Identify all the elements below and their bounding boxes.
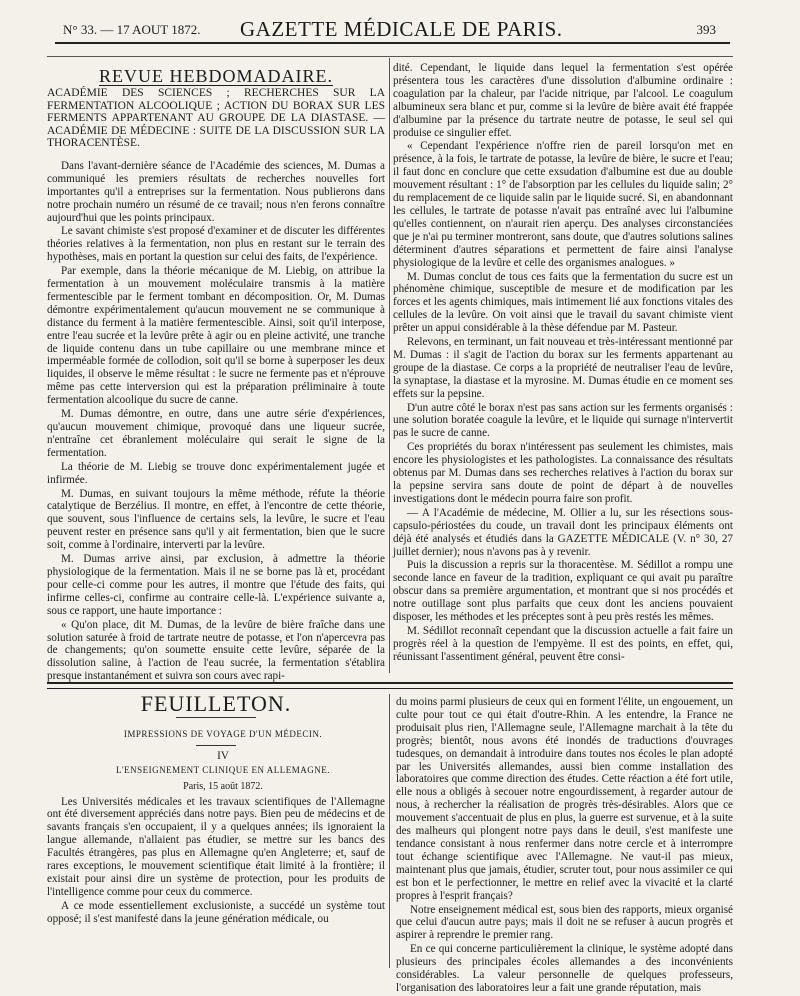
- issue-number: N° 33. — 17 AOUT 1872.: [63, 22, 201, 37]
- paragraph: Relevons, en terminant, un fait nouveau et très-intéressant mentionné par M. Dumas : il s'agit de l'action du borax sur les ferments appartenant au groupe de la diastase. Ce corps a la propriété de neutraliser l'eau de levûre, la synaptase, la diastase et la myrosine. M. Dumas étudie en ce moment ses effets sur la pepsine.: [393, 336, 733, 400]
- newspaper-title: GAZETTE MÉDICALE DE PARIS.: [240, 17, 563, 41]
- feuilleton-left-column: [47, 691, 385, 927]
- section-divider: [47, 682, 733, 689]
- revue-left-paragraphs: [47, 160, 385, 683]
- paragraph: En ce qui concerne particulièrement la clinique, le système adopté dans plusieurs des principales écoles allemandes a des inconvénients considérables. La valeur personnelle de quelques professeurs, l'organisation des laboratoires leur a fait une grande réputation, mais: [396, 943, 733, 994]
- paragraph: « Qu'on place, dit M. Dumas, de la levûre de bière fraîche dans une solution saturée à froid de tartrate neutre de potasse, et l'on n'apercevra pas de changements; qu'on soumette ensuite cette levûre, séparée de la dissolution saline, à l'action de l'eau sucrée, la fermentation s'établira presque instantanément et suivra son cours avec rapi-: [47, 618, 385, 683]
- paragraph: — A l'Académie de médecine, M. Ollier a lu, sur les résections sous-capsulo-périostées du coude, un travail dont les principaux éléments ont déjà été analysés et étudiés dans la GAZETTE MÉDICALE (V. n° 30, 27 juillet dernier); nous n'avons pas à y revenir.: [393, 506, 733, 558]
- paragraph: M. Sédillot reconnaît cependant que la discussion actuelle a fait faire un progrès réel à la question de l'empyème. Il est des points, en effet, qui, réunissant l'assentiment général, peuvent être consi-: [393, 624, 733, 663]
- feuilleton-heading: IMPRESSIONS DE VOYAGE D'UN MÉDECIN.: [123, 728, 323, 739]
- feuilleton-heading-rule: [196, 745, 236, 746]
- paragraph: Les Universités médicales et les travaux scientifiques de l'Allemagne ont été diversement appréciés dans notre pays. Bien peu de médecins et de savants français s'en occupaient, il y a quelques années; ils ignoraient la langue allemande, n'allaient pas étudier, se mettre sur les bancs des Facultés étrangères, pas plus en Allemagne qu'en Angleterre; et, sauf de rares exceptions, le mouvement scientifique était limité à la frontière; il existait pour ainsi dire un système de protection, pour les produits de l'intelligence comme pour ceux du commerce.: [47, 795, 385, 898]
- paragraph: La théorie de M. Liebig se trouve donc expérimentalement jugée et infirmée.: [47, 460, 385, 486]
- feuilleton-right-column: [396, 696, 733, 996]
- page-number: 393: [696, 22, 716, 37]
- paragraph: Le savant chimiste s'est proposé d'examiner et de discuter les différentes théories relatives à la fermentation, non plus en restant sur le terrain des hypothèses, mais en portant la question sur celui des faits, de l'expérience.: [47, 225, 385, 264]
- feuilleton-title: FEUILLETON.: [140, 691, 292, 716]
- paragraph: Puis la discussion a repris sur la thoracentèse. M. Sédillot a rompu une seconde lance en faveur de la tradition, expliquant ce qui avait pu paraître obscur dans sa première argumentation, et montrant que si nos procédés et notre outillage sont plus parfaits que ceux dont les anciens pouvaient disposer, les méthodes et les préceptes sont à peu près restés les mêmes.: [393, 559, 733, 624]
- paragraph: « Cependant l'expérience n'offre rien de pareil lorsqu'on met en présence, à la fois, le tartrate de potasse, la levûre de bière, le sucre et l'eau; il faut donc en conclure que cette exsudation d'albumine est due au double mouvement résultant : 1° de l'absorption par les cellules du liquide salin; 2° du remplacement de ce liquide salin par le liquide sucré. Si, en abandonnant les cellules, le tartrate de potasse n'avait pas entraîné avec lui l'albumine qu'elles contiennent, on n'aurait rien aperçu. Des analyses circonstanciées que je n'ai pu terminer montreront, sans doute, que d'autres solutions salines déterminent d'autres séparations et permettent de faire ainsi l'analyse physiologique de la levûre et celle des organismes analogues. »: [393, 140, 733, 269]
- feuilleton-number: IV: [217, 749, 229, 762]
- paragraph: dité. Cependant, le liquide dans lequel la fermentation s'est opérée présentera tous les caractères d'une dissolution d'albumine ordinaire : coagulation par la chaleur, par l'acide nitrique, par l'alcool. Le coagulum albumineux sera blanc et pur, comme si la levûre de bière avait été frappée d'albumine par la présence du tartrate neutre de potasse, le seul sel qui produise ce singulier effet.: [393, 62, 733, 139]
- paragraph: du moins parmi plusieurs de ceux qui en forment l'élite, un engouement, un culte pour tout ce qui était d'outre-Rhin. A les entendre, la France ne produisait plus rien, l'Allemagne seule, l'Allemagne marchait à la tête du progrès; bientôt, nous avons été inondés de traductions d'ouvrages tudesques, on demandait à introduire dans toutes nos écoles le plan adopté par les Universités allemandes, aussi bien comme installation des laboratoires que comme direction des études. Cette réaction a été fort utile, elle nous a obligés à secouer notre engourdissement, à regarder autour de nous, à rechercher la réalisation de progrès très-désirables. Alors que ce mouvement s'accentuait de plus en plus, la guerre est survenue, et à la suite des malheurs qui plongent notre pays dans le deuil, s'est manifeste une tendance consistant à nous renfermer dans notre cercle et à interrompre tout échange scientifique avec l'Allemagne. Ne vaut-il pas mieux, maintenant plus que jamais, étudier, scruter tout, pour nous assimiler ce qui est bon et le perfectionner, le mettre en relief avec la vivacité et la clarté propres à l'esprit français?: [396, 696, 733, 902]
- revue-left-column: [47, 62, 385, 684]
- feuilleton-dateline: Paris, 15 août 1872.: [183, 780, 263, 792]
- feuilleton-subheading: L'ENSEIGNEMENT CLINIQUE EN ALLEMAGNE.: [116, 764, 330, 775]
- paragraph: M. Dumas démontre, en outre, dans une autre série d'expériences, qu'aucun mouvement chimique, provoqué dans une liqueur sucrée, n'entraîne cet ébranlement moléculaire qui serait le signe de la fermentation.: [47, 408, 385, 459]
- paragraph: M. Dumas conclut de tous ces faits que la fermentation du sucre est un phénomène chimique, susceptible de mesure et de modification par les forces et les agents chimiques, mais intimement lié aux fonctions vitales des cellules de la levûre. On voit ainsi que le travail du savant chimiste vient prêter un appui considérable à la thèse défendue par M. Pasteur.: [393, 270, 733, 335]
- column-separator-bottom: [389, 694, 390, 968]
- paragraph: Dans l'avant-dernière séance de l'Académie des sciences, M. Dumas a communiqué les premiers résultats de recherches nouvelles fort importantes qu'il a entreprises sur la fermentation. Nous publierons dans notre prochain numéro un résumé de ce travail; nous n'en ferons connaître aujourd'hui que les points principaux.: [47, 159, 385, 224]
- feuilleton-rule: [176, 717, 256, 718]
- revue-subtitle: ACADÉMIE DES SCIENCES ; RECHERCHES SUR LA FERMENTATION ALCOOLIQUE ; ACTION DU BORAX SUR LES FERMENTS APPARTENANT AU GROUPE DE LA DIASTASE. — ACADÉMIE DE MÉDECINE : SUITE DE LA DISCUSSION SUR LA THORACENTÈSE.: [47, 86, 385, 150]
- revue-right-column: [393, 62, 733, 665]
- paragraph: M. Dumas arrive ainsi, par exclusion, à admettre la théorie physiologique de la fermentation. Mais il ne se borne pas là et, procédant pour celle-ci comme pour les autres, il montre que l'étude des faits, qui infirme celles-ci, confirme au contraire celle-là. L'expérience suivante a, sous ce rapport, une haute importance :: [47, 553, 385, 617]
- masthead: [55, 16, 730, 44]
- feuilleton-left-paragraphs: [47, 796, 385, 926]
- column-separator-top: [389, 58, 390, 673]
- paragraph: D'un autre côté le borax n'est pas sans action sur les ferments organisés : une solution boratée coagule la levûre, et le liquide qui surnage n'intervertit pas le sucre de canne.: [393, 401, 733, 440]
- paragraph: Par exemple, dans la théorie mécanique de M. Liebig, on attribue la fermentation à un mouvement moléculaire transmis à la matière fermentescible par le ferment tombant en décomposition. Or, M. Dumas démontre expérimentalement qu'aucun mouvement ne se communique à distance du ferment à la matière fermentescible. Ainsi, soit qu'il interpose, entre l'eau sucrée et la levûre prête à agir ou en pleine activité, une tranche de liquide contenu dans un tube capillaire ou une membrane mince et imperméable formée de collodion, soit qu'il se borne à superposer les deux liquides, il observe le même résultat : le sucre ne fermente pas et n'éprouve même pas cette interversion qui est la préparation préliminaire à toute fermentation alcoolique du sucre de canne.: [47, 265, 385, 407]
- top-rule: [47, 56, 733, 57]
- revue-right-paragraphs: [393, 62, 733, 664]
- revue-title: REVUE HEBDOMADAIRE.: [99, 66, 333, 86]
- paragraph: M. Dumas, en suivant toujours la même méthode, réfute la théorie catalytique de Berzélius. Il montre, en effet, à l'encontre de cette théorie, que souvent, sous l'influence de certains sels, la levûre, le sucre et l'eau peuvent rester en présence sans qu'il y ait fermentation, bien que le sucre soit, comme à l'ordinaire, interverti par la levûre.: [47, 487, 385, 552]
- paragraph: Notre enseignement médical est, sous bien des rapports, mieux organisé que celui d'aucun autre pays; mais il doit ne se refuser à aucun progrès et aspirer à reprendre le premier rang.: [396, 903, 733, 942]
- paragraph: A ce mode essentiellement exclusioniste, a succédé un système tout opposé; il s'est manifesté dans la jeune génération médicale, ou: [47, 899, 385, 925]
- paragraph: Ces propriétés du borax n'intéressent pas seulement les chimistes, mais encore les physiologistes et les pathologistes. La connaissance des résultats obtenus par M. Dumas dans ses recherches relatives à l'action du borax sur la pepsine servira sans doute de point de départ à de nouvelles investigations dont le médecin pourra faire son profit.: [393, 441, 733, 505]
- feuilleton-right-paragraphs: [396, 696, 733, 995]
